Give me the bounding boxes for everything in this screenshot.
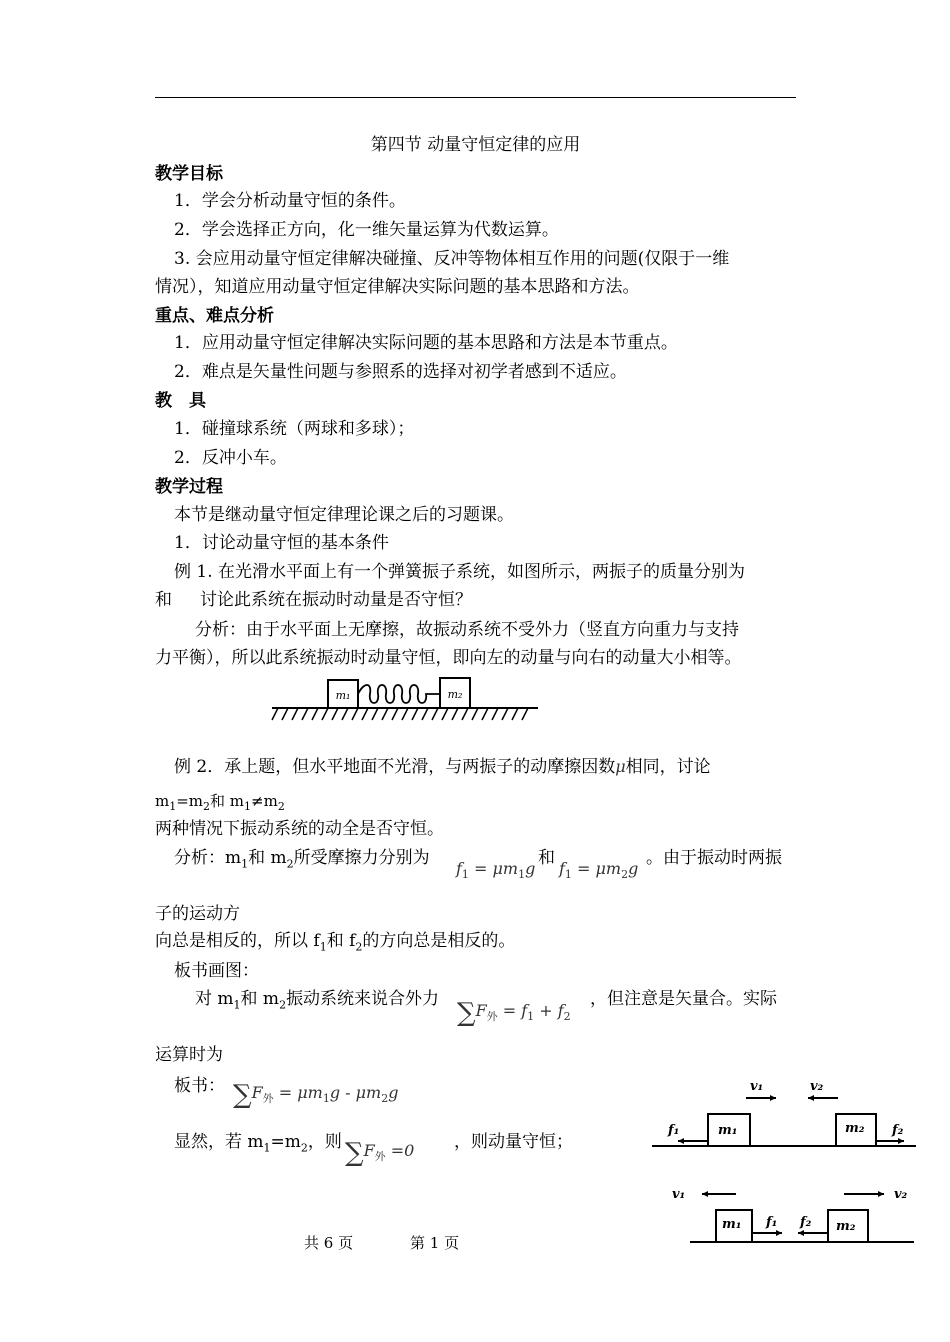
symbol: F [475, 1001, 487, 1020]
formula-friction-2 [559, 859, 639, 882]
sub: 1 [322, 1092, 330, 1106]
analysis-1-line-2: 力平衡），所以此系统振动时动量守恒，即向左的动量与向右的动量大小相等。 [155, 648, 742, 668]
text: ，则 [307, 1132, 342, 1152]
formula-friction-1 [456, 859, 536, 882]
mu-symbol: μ [615, 757, 626, 776]
sub: 外 [262, 1092, 274, 1106]
sub: 1 [319, 940, 327, 954]
footer-total-pages: 共 6 页 [304, 1234, 354, 1252]
text-example-2-a: 例 2．承上题，但水平地面不光滑，与两振子的动摩擦因数 [174, 757, 616, 777]
key-2: 2．难点是矢量性问题与参照系的选择对初学者感到不适应。 [174, 362, 627, 382]
sub: 1 [241, 857, 249, 871]
conclusion-line [174, 1131, 342, 1153]
symbol: F [251, 1083, 263, 1102]
text: =m [270, 1132, 301, 1152]
symbol: = μm [468, 859, 519, 878]
sub: 2 [355, 940, 363, 954]
sub: 2 [277, 800, 285, 813]
header-rule [155, 97, 796, 98]
section-heading-tools: 教 具 [155, 391, 206, 411]
sub: 1 [527, 1010, 535, 1024]
analysis-2-line-3 [155, 930, 796, 952]
label-v2: v₂ [810, 1079, 824, 1094]
sub: 1 [233, 998, 241, 1012]
goal-3-cont: 情况），知道应用动量守恒定律解决实际问题的基本思路和方法。 [155, 277, 640, 297]
example-2-line-1 [174, 756, 796, 778]
sub: 2 [381, 1092, 389, 1106]
symbol: F [363, 1141, 375, 1160]
label-v1-bottom: v₁ [672, 1187, 686, 1202]
formula-zero [345, 1138, 414, 1168]
formula-external-force [457, 998, 571, 1028]
text-question: 讨论此系统在振动时动量是否守恒？ [200, 590, 472, 610]
sum-symbol: ∑ [233, 1080, 252, 1110]
footer-page-number: 第 1 页 [410, 1234, 460, 1252]
goal-1: 1．学会分析动量守恒的条件。 [174, 191, 406, 211]
text: 显然，若 m [174, 1132, 264, 1152]
text-eq: =m [176, 792, 204, 810]
label-m1-bottom: m₁ [722, 1217, 742, 1232]
key-1: 1．应用动量守恒定律解决实际问题的基本思路和方法是本节重点。 [174, 333, 678, 353]
text-vector-note: ，但注意是矢量合。实际 [590, 989, 777, 1009]
label-m2: m₂ [447, 688, 463, 701]
label-f2-bottom: f₂ [800, 1215, 812, 1230]
spring [358, 685, 440, 703]
sub: 2 [286, 857, 294, 871]
sub: 2 [563, 1010, 571, 1024]
text-ne: ≠m [251, 792, 278, 810]
symbol: g [388, 1083, 399, 1102]
analysis-1-line-1: 分析：由于水平面上无摩擦，故振动系统不受外力（竖直方向重力与支持 [195, 620, 739, 640]
goal-2: 2．学会选择正方向，化一维矢量运算为代数运算。 [174, 220, 559, 240]
sub: 1 [518, 868, 526, 882]
text: 和 f [326, 931, 356, 951]
text: 向总是相反的，所以 f [155, 931, 320, 951]
symbol: f [456, 859, 462, 878]
text-analysis-2-tail: 。由于振动时两振 [646, 848, 782, 868]
example-1-line-1: 例 1. 在光滑水平面上有一个弹簧振子系统，如图所示，两振子的质量分别为 [174, 562, 746, 582]
symbol: + f [534, 1001, 564, 1020]
symbol: = f [497, 1001, 528, 1020]
label-m1: m₁ [335, 689, 351, 702]
text-conserved: ，则动量守恒； [454, 1132, 573, 1152]
section-heading-process: 教学过程 [155, 477, 223, 497]
label-f1-top: f₁ [668, 1123, 680, 1138]
friction-figure [648, 1070, 920, 1250]
spring-oscillator-figure [268, 674, 543, 726]
label-m2-bottom: m₂ [836, 1219, 856, 1234]
label-m2-top: m₂ [845, 1121, 865, 1136]
symbol: = μm [273, 1083, 323, 1102]
sub: 2 [203, 800, 211, 813]
symbol: = μm [571, 859, 622, 878]
analysis-2-line-2: 子的运动方 [155, 904, 240, 924]
sub: 1 [244, 800, 252, 813]
example-2-line-3: 两种情况下振动系统的动全是否守恒。 [155, 819, 444, 839]
label-m1-top: m₁ [718, 1123, 738, 1138]
sub: 1 [263, 1141, 271, 1155]
sub: 2 [621, 868, 629, 882]
sum-symbol: ∑ [457, 998, 476, 1028]
sub: 外 [486, 1010, 498, 1024]
sub: 1 [461, 868, 469, 882]
text: 振动系统来说合外力 [286, 989, 440, 1009]
symbol: f [559, 859, 565, 878]
section-heading-goals: 教学目标 [155, 164, 223, 184]
example-1-line-2 [155, 589, 796, 611]
text: 分析：m [174, 848, 242, 868]
text: 所受摩擦力分别为 [293, 848, 430, 868]
calc-line: 运算时为 [155, 1045, 223, 1065]
paragraph-intro: 本节是继动量守恒定律理论课之后的习题课。 [174, 505, 514, 525]
text-and: 和 [155, 590, 172, 610]
page-title: 第四节 动量守恒定律的应用 [370, 135, 581, 155]
example-2-cases [155, 790, 796, 812]
paragraph-condition: 1．讨论动量守恒的基本条件 [174, 533, 389, 553]
sub: 外 [374, 1150, 386, 1164]
label-f1-bottom: f₁ [766, 1215, 778, 1230]
text: 对 m [195, 989, 234, 1009]
tool-2: 2．反冲小车。 [174, 448, 287, 468]
label-f2-top: f₂ [892, 1123, 904, 1138]
symbol: =0 [385, 1141, 415, 1160]
section-heading-keys: 重点、难点分析 [155, 306, 274, 326]
symbol: g [525, 859, 536, 878]
text-example-2-b: 相同，讨论 [625, 757, 711, 777]
text: 的方向总是相反的。 [362, 931, 516, 951]
sub: 1 [169, 800, 177, 813]
tool-1: 1．碰撞球系统（两球和多球）； [174, 419, 415, 439]
text-and: 和 m [210, 792, 245, 810]
board-drawing-label: 板书画图： [174, 961, 259, 981]
board-label: 板书： [174, 1076, 225, 1096]
sub: 2 [279, 998, 287, 1012]
goal-3: 3. 会应用动量守恒定律解决碰撞、反冲等物体相互作用的问题(仅限于一维 [174, 249, 730, 269]
text: 和 m [240, 989, 280, 1009]
symbol: g [628, 859, 639, 878]
text-and-2: 和 [538, 848, 555, 868]
sub: 2 [300, 1141, 308, 1155]
label-v1: v₁ [750, 1079, 764, 1094]
symbol: g - μm [329, 1083, 382, 1102]
text: 和 m [248, 848, 287, 868]
sub: 1 [564, 868, 572, 882]
formula-board [233, 1080, 398, 1110]
label-v2-bottom: v₂ [894, 1187, 908, 1202]
sum-symbol: ∑ [345, 1138, 364, 1168]
text-m: m [155, 792, 170, 810]
